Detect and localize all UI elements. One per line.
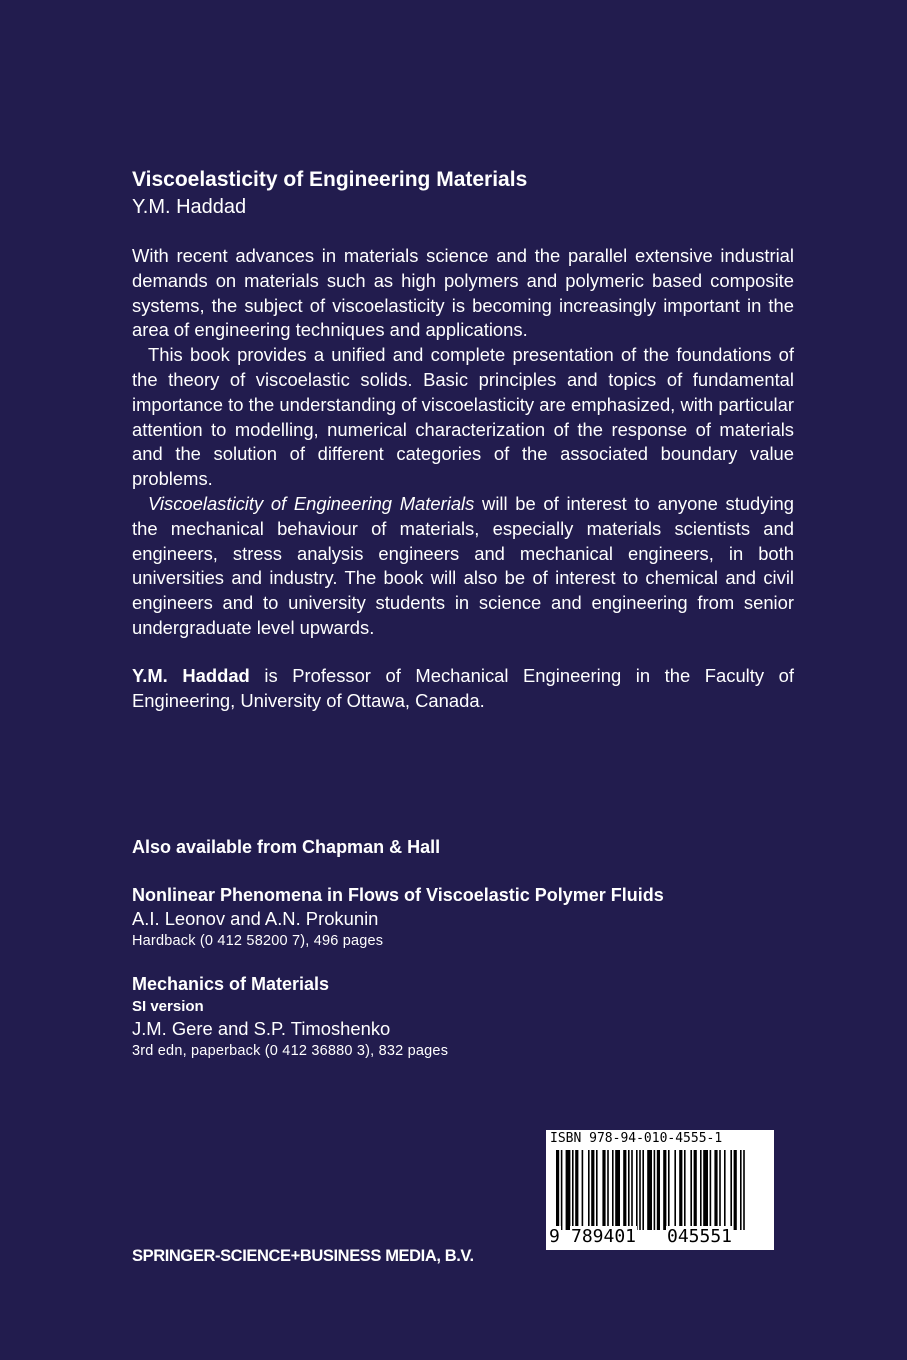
isbn-label: ISBN 978-94-010-4555-1 — [550, 1131, 723, 1146]
barcode-bar — [674, 1150, 676, 1230]
barcode-bar — [663, 1150, 666, 1230]
barcode-digits-left: 789401 — [571, 1226, 637, 1247]
book-author: Y.M. Haddad — [132, 196, 247, 218]
author-bio-name: Y.M. Haddad — [132, 664, 250, 686]
barcode-bar — [602, 1150, 605, 1230]
book-description — [132, 244, 794, 641]
publisher-name: SPRINGER-SCIENCE+BUSINESS MEDIA, B.V. — [132, 1247, 474, 1265]
book-title: Viscoelasticity of Engineering Materials — [132, 168, 528, 191]
barcode-bar — [588, 1150, 590, 1230]
barcode-bar — [647, 1150, 652, 1230]
barcode-bar — [561, 1150, 563, 1230]
barcode-bar — [596, 1150, 598, 1230]
barcode-bar — [657, 1150, 660, 1230]
barcode-bars — [556, 1150, 768, 1230]
barcode-bar — [636, 1150, 638, 1230]
barcode-bar — [628, 1150, 630, 1230]
barcode-bar — [710, 1150, 712, 1230]
barcode-bar — [694, 1150, 697, 1230]
also-item-version: SI version — [132, 998, 204, 1015]
also-item-title: Nonlinear Phenomena in Flows of Viscoelastic Polymer Fluids — [132, 885, 664, 905]
barcode-bar — [582, 1150, 584, 1230]
barcode-bar — [730, 1150, 732, 1230]
barcode-bar — [679, 1150, 682, 1230]
barcode-bar — [607, 1150, 609, 1230]
also-item-authors: J.M. Gere and S.P. Timoshenko — [132, 1018, 391, 1039]
barcode-bar — [734, 1150, 737, 1230]
barcode-bar — [612, 1150, 614, 1230]
barcode-bar — [684, 1150, 686, 1230]
also-available-section — [132, 836, 794, 1083]
main-content — [132, 166, 794, 713]
barcode-digit-first: 9 — [549, 1226, 560, 1247]
description-paragraph-3-text: will be of interest to anyone studying the mechanical behaviour of materials, especially materials scientists and engineers, stress analysis engineers and mechanical engineers, in both universities and industry. The book will also be of interest to chemical and civil engineers and to university students in science and engineering from senior undergraduate level upwards. — [132, 492, 795, 638]
barcode-bar — [575, 1150, 578, 1230]
description-paragraph-1: With recent advances in materials science and the parallel extensive industrial demands on materials such as high polymers and polymeric based composite systems, the subject of viscoelasticity is becoming increasingly important in the area of engineering techniques and applications. — [132, 245, 794, 341]
description-book-title: Viscoelasticity of Engineering Materials — [148, 492, 475, 514]
author-bio-text: is Professor of Mechanical Engineering in the Faculty of Engineering, University of Ottawa, Canada. — [132, 664, 794, 711]
also-available-item — [132, 884, 794, 951]
barcode-bar — [615, 1150, 620, 1230]
also-available-item — [132, 973, 794, 1061]
also-available-heading: Also available from Chapman & Hall — [132, 837, 441, 857]
barcode-bar — [623, 1150, 626, 1230]
barcode-bar — [703, 1150, 708, 1230]
barcode-bar — [668, 1150, 670, 1230]
barcode-bar — [700, 1150, 702, 1230]
barcode-bar — [631, 1150, 633, 1230]
barcode-bar — [654, 1150, 656, 1230]
barcode-bar — [743, 1150, 745, 1230]
author-bio — [132, 663, 794, 713]
barcode-bar — [642, 1150, 644, 1230]
also-item-title: Mechanics of Materials — [132, 974, 330, 994]
barcode-bar — [639, 1150, 641, 1230]
barcode-bar — [556, 1150, 559, 1230]
barcode-bar — [719, 1150, 721, 1230]
also-item-details: Hardback (0 412 58200 7), 496 pages — [132, 933, 384, 949]
description-paragraph-3 — [132, 492, 794, 641]
barcode-bar — [740, 1150, 742, 1230]
barcode-bar — [714, 1150, 717, 1230]
barcode-bar — [566, 1150, 571, 1230]
barcode-digits-right: 045551 — [667, 1226, 733, 1247]
also-item-details: 3rd edn, paperback (0 412 36880 3), 832 pages — [132, 1043, 449, 1059]
barcode-bar — [724, 1150, 726, 1230]
barcode-bar — [572, 1150, 574, 1230]
barcode-bar — [690, 1150, 692, 1230]
also-item-authors: A.I. Leonov and A.N. Prokunin — [132, 908, 379, 929]
isbn-barcode — [546, 1130, 774, 1250]
description-paragraph-2: This book provides a unified and complete presentation of the foundations of the theory of viscoelastic solids. Basic principles and topics of fundamental importance to the understanding of viscoelasticity are emphasized, with particular attention to modelling, numerical characterization of the response of materials and the solution of different categories of the associated boundary value problems. — [132, 344, 794, 490]
barcode-bar — [591, 1150, 594, 1230]
